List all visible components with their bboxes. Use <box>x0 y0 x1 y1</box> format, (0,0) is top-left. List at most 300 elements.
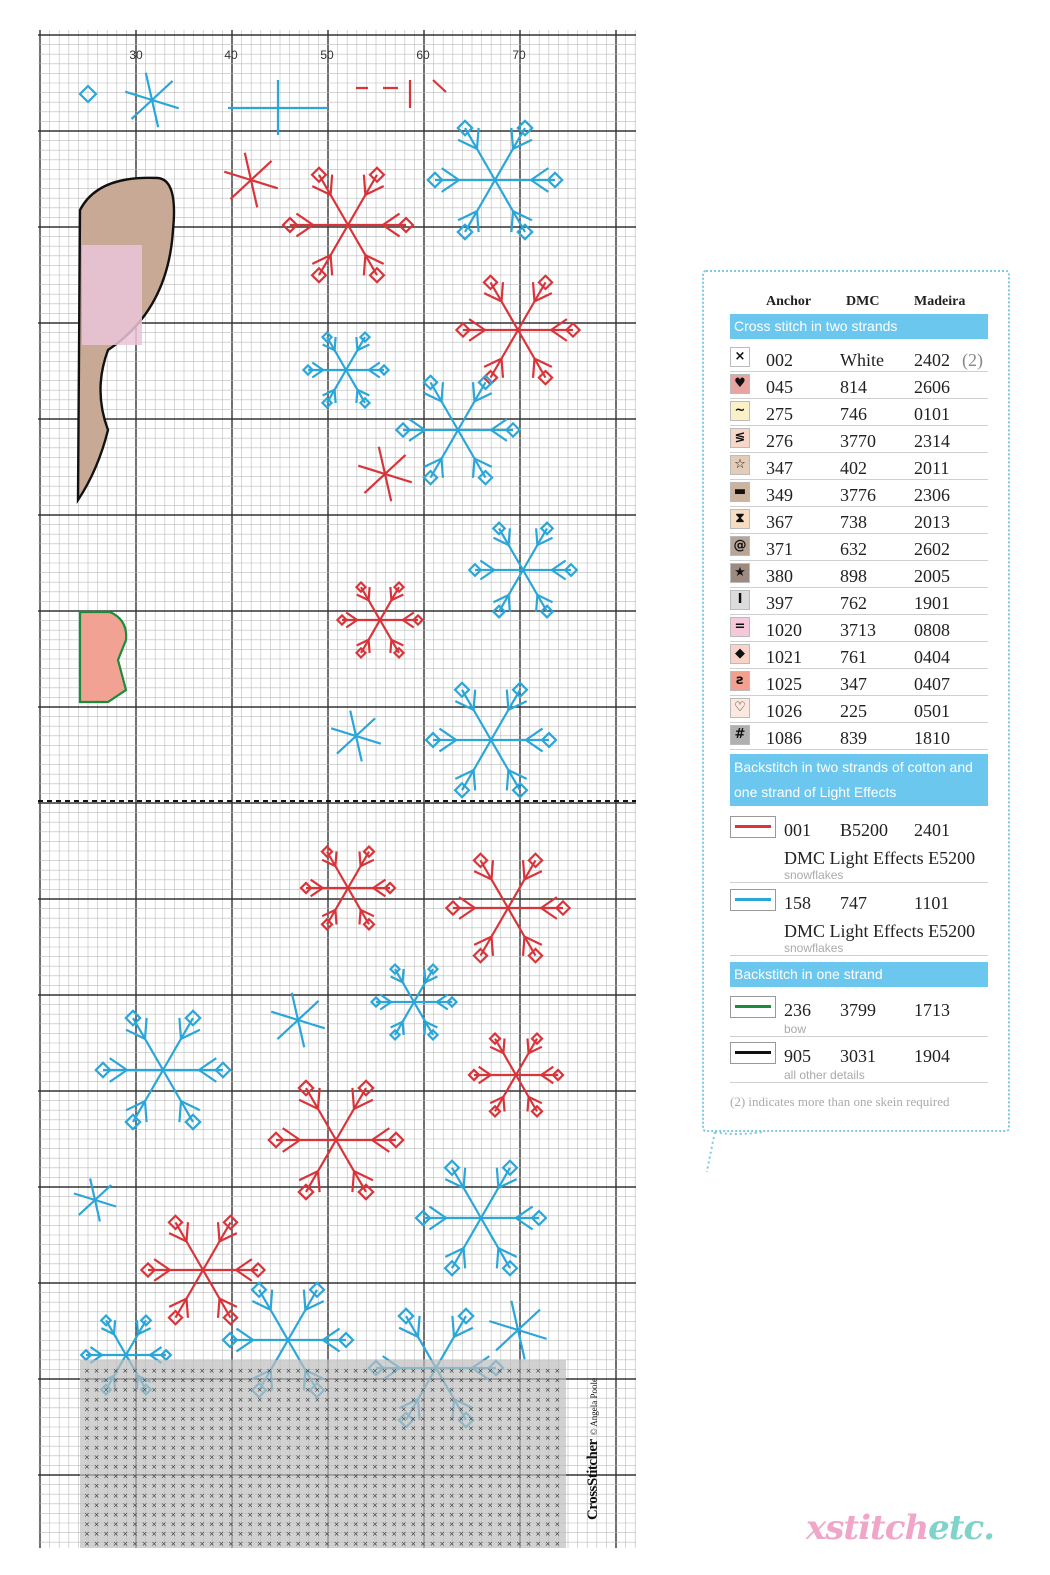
svg-text:×: × <box>410 1453 417 1462</box>
svg-text:×: × <box>122 1434 129 1443</box>
stitch-symbol: ~ <box>730 401 750 421</box>
svg-text:×: × <box>189 1482 196 1491</box>
svg-text:×: × <box>199 1453 206 1462</box>
svg-text:×: × <box>237 1491 244 1500</box>
svg-text:×: × <box>458 1530 465 1539</box>
svg-text:×: × <box>122 1415 129 1423</box>
svg-text:×: × <box>180 1491 186 1500</box>
stitch-symbol: ƨ <box>730 671 750 691</box>
madeira-code: 0404 <box>914 647 950 667</box>
svg-text:×: × <box>381 1415 388 1423</box>
svg-text:×: × <box>333 1415 340 1423</box>
svg-text:×: × <box>151 1511 158 1519</box>
svg-text:×: × <box>285 1530 292 1539</box>
svg-text:×: × <box>496 1539 503 1548</box>
svg-text:×: × <box>487 1472 494 1481</box>
svg-text:×: × <box>525 1395 532 1404</box>
svg-text:×: × <box>343 1405 350 1414</box>
svg-text:×: × <box>228 1463 234 1471</box>
svg-text:×: × <box>84 1415 90 1423</box>
svg-text:×: × <box>468 1463 474 1471</box>
svg-text:×: × <box>160 1424 167 1433</box>
svg-text:×: × <box>410 1520 417 1529</box>
svg-text:×: × <box>237 1501 244 1510</box>
svg-text:×: × <box>525 1367 532 1375</box>
svg-text:×: × <box>93 1395 100 1404</box>
svg-text:×: × <box>324 1386 330 1395</box>
svg-text:×: × <box>218 1415 225 1423</box>
svg-text:×: × <box>247 1453 254 1462</box>
header-madeira: Madeira <box>914 294 966 309</box>
svg-text:×: × <box>180 1424 186 1433</box>
key-speech-tail <box>705 1130 765 1174</box>
svg-text:×: × <box>535 1424 542 1433</box>
svg-text:×: × <box>525 1443 532 1452</box>
svg-text:×: × <box>276 1376 282 1385</box>
svg-text:×: × <box>372 1511 378 1519</box>
svg-text:×: × <box>237 1424 244 1433</box>
svg-text:×: × <box>304 1443 311 1452</box>
svg-text:×: × <box>189 1539 196 1548</box>
black-swatch <box>730 1042 776 1064</box>
svg-text:×: × <box>295 1395 302 1404</box>
svg-text:×: × <box>276 1539 282 1548</box>
svg-text:×: × <box>343 1539 350 1548</box>
svg-text:×: × <box>477 1501 484 1510</box>
svg-text:×: × <box>189 1415 196 1423</box>
svg-text:×: × <box>352 1376 359 1385</box>
svg-text:×: × <box>496 1463 503 1471</box>
svg-text:×: × <box>400 1395 407 1404</box>
stitch-symbol: ☆ <box>730 455 750 475</box>
thread-note: DMC Light Effects E5200 <box>784 921 976 941</box>
svg-text:×: × <box>141 1415 148 1423</box>
svg-text:×: × <box>324 1367 330 1375</box>
svg-text:×: × <box>429 1539 436 1548</box>
svg-text:×: × <box>525 1434 532 1443</box>
svg-text:×: × <box>429 1453 436 1462</box>
svg-text:×: × <box>448 1424 455 1433</box>
svg-text:×: × <box>544 1443 551 1452</box>
dmc-code: 3776 <box>840 485 876 505</box>
madeira-code: 2602 <box>914 539 950 559</box>
svg-text:×: × <box>496 1395 503 1404</box>
svg-text:×: × <box>487 1443 494 1452</box>
snowflake-motif <box>283 168 413 282</box>
svg-text:×: × <box>516 1443 522 1452</box>
svg-text:×: × <box>477 1405 484 1414</box>
svg-text:×: × <box>151 1520 158 1529</box>
svg-text:×: × <box>362 1424 369 1433</box>
svg-text:×: × <box>256 1520 263 1529</box>
svg-text:×: × <box>170 1386 177 1395</box>
svg-text:×: × <box>228 1453 234 1462</box>
svg-text:×: × <box>112 1472 119 1481</box>
snowflake-motif <box>428 121 562 239</box>
svg-text:×: × <box>506 1415 513 1423</box>
svg-text:×: × <box>343 1424 350 1433</box>
svg-text:×: × <box>247 1424 254 1433</box>
svg-text:×: × <box>304 1539 311 1548</box>
svg-text:×: × <box>410 1376 417 1385</box>
svg-text:×: × <box>266 1443 273 1452</box>
svg-text:×: × <box>180 1395 186 1404</box>
svg-text:×: × <box>295 1367 302 1375</box>
svg-text:×: × <box>324 1376 330 1385</box>
svg-text:×: × <box>122 1443 129 1452</box>
svg-text:×: × <box>160 1491 167 1500</box>
svg-text:×: × <box>381 1520 388 1529</box>
svg-text:×: × <box>247 1472 254 1481</box>
svg-text:×: × <box>554 1501 561 1510</box>
svg-text:×: × <box>324 1415 330 1423</box>
svg-text:×: × <box>343 1386 350 1395</box>
svg-text:×: × <box>151 1539 158 1548</box>
svg-text:×: × <box>180 1405 186 1414</box>
svg-text:×: × <box>247 1367 254 1375</box>
svg-text:×: × <box>391 1443 398 1452</box>
svg-text:×: × <box>247 1434 254 1443</box>
svg-text:×: × <box>141 1511 148 1519</box>
svg-text:×: × <box>362 1520 369 1529</box>
svg-text:×: × <box>468 1511 474 1519</box>
svg-text:×: × <box>228 1424 234 1433</box>
svg-text:×: × <box>458 1491 465 1500</box>
svg-text:×: × <box>544 1463 551 1471</box>
svg-text:×: × <box>276 1463 282 1471</box>
svg-text:×: × <box>544 1415 551 1423</box>
svg-text:×: × <box>160 1530 167 1539</box>
snowflake-motif <box>416 1161 546 1275</box>
madeira-code: 2314 <box>914 431 950 451</box>
svg-text:×: × <box>487 1395 494 1404</box>
svg-text:×: × <box>516 1405 522 1414</box>
svg-text:×: × <box>477 1482 484 1491</box>
svg-text:×: × <box>314 1482 321 1491</box>
madeira-code: 0407 <box>914 674 950 694</box>
svg-text:×: × <box>180 1367 186 1375</box>
svg-text:×: × <box>189 1463 196 1471</box>
svg-text:×: × <box>535 1520 542 1529</box>
svg-text:×: × <box>93 1405 100 1414</box>
svg-text:×: × <box>477 1472 484 1481</box>
svg-text:×: × <box>180 1472 186 1481</box>
svg-text:×: × <box>372 1472 378 1481</box>
svg-text:×: × <box>487 1520 494 1529</box>
svg-text:×: × <box>516 1424 522 1433</box>
backstitch-row <box>730 812 988 883</box>
svg-text:×: × <box>381 1511 388 1519</box>
svg-text:×: × <box>199 1443 206 1452</box>
key-row <box>730 506 988 534</box>
svg-text:×: × <box>516 1376 522 1385</box>
svg-text:×: × <box>458 1501 465 1510</box>
key-row <box>730 398 988 426</box>
svg-text:×: × <box>333 1386 340 1395</box>
svg-text:×: × <box>410 1405 417 1414</box>
madeira-code: 1904 <box>914 1046 950 1066</box>
svg-text:×: × <box>333 1424 340 1433</box>
svg-text:×: × <box>458 1520 465 1529</box>
svg-text:×: × <box>84 1386 90 1395</box>
svg-text:×: × <box>103 1453 110 1462</box>
svg-text:×: × <box>151 1482 158 1491</box>
svg-text:×: × <box>458 1463 465 1471</box>
svg-text:×: × <box>151 1405 158 1414</box>
svg-text:×: × <box>208 1472 215 1481</box>
svg-text:×: × <box>362 1482 369 1491</box>
svg-text:×: × <box>247 1443 254 1452</box>
svg-text:×: × <box>208 1453 215 1462</box>
svg-text:×: × <box>381 1386 388 1395</box>
svg-text:×: × <box>170 1434 177 1443</box>
svg-text:×: × <box>372 1415 378 1423</box>
svg-text:×: × <box>439 1520 446 1529</box>
svg-text:×: × <box>84 1491 90 1500</box>
chart-grid <box>38 30 636 1548</box>
thread-key <box>702 270 1010 1132</box>
svg-text:×: × <box>410 1530 417 1539</box>
svg-text:×: × <box>228 1530 234 1539</box>
svg-text:×: × <box>103 1491 110 1500</box>
svg-text:×: × <box>333 1530 340 1539</box>
cross-stitch-heading: Cross stitch in two strands <box>730 314 988 339</box>
svg-text:×: × <box>448 1415 455 1423</box>
svg-text:×: × <box>314 1415 321 1423</box>
svg-text:×: × <box>372 1424 378 1433</box>
svg-text:×: × <box>420 1405 426 1414</box>
svg-text:×: × <box>333 1453 340 1462</box>
svg-text:×: × <box>429 1501 436 1510</box>
svg-text:×: × <box>410 1367 417 1375</box>
svg-text:×: × <box>362 1472 369 1481</box>
svg-text:×: × <box>516 1511 522 1519</box>
figure-outline <box>78 178 174 500</box>
svg-text:×: × <box>400 1443 407 1452</box>
svg-text:×: × <box>189 1395 196 1404</box>
svg-text:×: × <box>439 1472 446 1481</box>
svg-text:×: × <box>170 1453 177 1462</box>
svg-text:×: × <box>112 1415 119 1423</box>
svg-text:×: × <box>314 1443 321 1452</box>
snow-bank <box>80 1360 566 1548</box>
svg-text:×: × <box>112 1539 119 1548</box>
snowflake-motif <box>269 1081 403 1199</box>
svg-text:×: × <box>256 1424 263 1433</box>
svg-text:×: × <box>295 1539 302 1548</box>
svg-text:×: × <box>208 1376 215 1385</box>
svg-text:×: × <box>362 1415 369 1423</box>
madeira-code: 1810 <box>914 728 950 748</box>
svg-text:×: × <box>535 1405 542 1414</box>
svg-text:×: × <box>112 1482 119 1491</box>
svg-text:×: × <box>151 1530 158 1539</box>
svg-text:×: × <box>304 1434 311 1443</box>
svg-text:×: × <box>487 1453 494 1462</box>
svg-text:×: × <box>93 1463 100 1471</box>
svg-text:×: × <box>112 1491 119 1500</box>
madeira-code: 1901 <box>914 593 950 613</box>
svg-text:×: × <box>372 1386 378 1395</box>
svg-text:×: × <box>84 1367 90 1375</box>
svg-text:×: × <box>180 1520 186 1529</box>
svg-text:×: × <box>468 1539 474 1548</box>
svg-text:×: × <box>170 1376 177 1385</box>
anchor-code: 1020 <box>766 620 802 640</box>
svg-text:×: × <box>151 1395 158 1404</box>
svg-text:×: × <box>218 1539 225 1548</box>
svg-text:×: × <box>103 1386 110 1395</box>
svg-text:×: × <box>314 1472 321 1481</box>
svg-text:×: × <box>554 1530 561 1539</box>
svg-text:×: × <box>266 1395 273 1404</box>
svg-text:×: × <box>122 1472 129 1481</box>
svg-text:×: × <box>468 1472 474 1481</box>
madeira-code: 0808 <box>914 620 950 640</box>
svg-text:×: × <box>199 1376 206 1385</box>
site-logo <box>806 1508 994 1548</box>
svg-text:×: × <box>554 1424 561 1433</box>
svg-text:×: × <box>218 1443 225 1452</box>
svg-text:×: × <box>141 1520 148 1529</box>
svg-text:×: × <box>208 1520 215 1529</box>
svg-text:×: × <box>391 1453 398 1462</box>
svg-text:×: × <box>285 1539 292 1548</box>
svg-text:×: × <box>170 1520 177 1529</box>
svg-text:×: × <box>132 1520 138 1529</box>
stitch-symbol: ≶ <box>730 428 750 448</box>
key-row <box>730 479 988 507</box>
svg-text:×: × <box>448 1367 455 1375</box>
svg-text:×: × <box>84 1405 90 1414</box>
key-row <box>730 641 988 669</box>
svg-text:×: × <box>362 1530 369 1539</box>
svg-text:×: × <box>554 1539 561 1548</box>
svg-text:×: × <box>448 1491 455 1500</box>
svg-text:×: × <box>525 1491 532 1500</box>
svg-text:×: × <box>266 1463 273 1471</box>
svg-text:×: × <box>487 1376 494 1385</box>
svg-text:×: × <box>372 1453 378 1462</box>
svg-text:×: × <box>391 1530 398 1539</box>
anchor-code: 1021 <box>766 647 802 667</box>
svg-text:×: × <box>256 1539 263 1548</box>
svg-text:×: × <box>295 1386 302 1395</box>
svg-text:×: × <box>506 1405 513 1414</box>
svg-text:×: × <box>516 1463 522 1471</box>
usage-note: snowflakes <box>784 941 844 955</box>
svg-text:×: × <box>391 1520 398 1529</box>
svg-text:×: × <box>410 1511 417 1519</box>
svg-text:×: × <box>141 1367 148 1375</box>
svg-text:×: × <box>429 1530 436 1539</box>
svg-text:×: × <box>170 1395 177 1404</box>
svg-text:×: × <box>352 1386 359 1395</box>
svg-text:×: × <box>247 1415 254 1423</box>
svg-text:×: × <box>160 1434 167 1443</box>
logo-part-1: xstitch <box>806 1508 929 1548</box>
dmc-code: 225 <box>840 701 867 721</box>
svg-text:×: × <box>276 1415 282 1423</box>
svg-text:×: × <box>237 1415 244 1423</box>
svg-text:×: × <box>554 1463 561 1471</box>
svg-text:×: × <box>112 1395 119 1404</box>
svg-text:×: × <box>420 1511 426 1519</box>
svg-text:×: × <box>448 1386 455 1395</box>
svg-text:×: × <box>496 1491 503 1500</box>
svg-text:×: × <box>362 1367 369 1375</box>
svg-text:×: × <box>333 1520 340 1529</box>
svg-text:×: × <box>304 1415 311 1423</box>
svg-text:×: × <box>180 1386 186 1395</box>
svg-text:×: × <box>535 1530 542 1539</box>
svg-text:×: × <box>199 1424 206 1433</box>
svg-text:×: × <box>295 1511 302 1519</box>
svg-text:×: × <box>352 1530 359 1539</box>
svg-text:×: × <box>112 1530 119 1539</box>
svg-text:×: × <box>429 1463 436 1471</box>
svg-text:×: × <box>400 1453 407 1462</box>
svg-text:×: × <box>314 1463 321 1471</box>
svg-text:×: × <box>420 1386 426 1395</box>
svg-text:×: × <box>228 1376 234 1385</box>
svg-text:×: × <box>410 1501 417 1510</box>
svg-text:×: × <box>381 1491 388 1500</box>
stitch-symbol: ◆ <box>730 644 750 664</box>
svg-text:×: × <box>429 1434 436 1443</box>
svg-text:×: × <box>352 1453 359 1462</box>
svg-text:×: × <box>285 1434 292 1443</box>
svg-text:×: × <box>525 1424 532 1433</box>
anchor-code: 367 <box>766 512 793 532</box>
svg-text:×: × <box>103 1443 110 1452</box>
svg-text:×: × <box>103 1395 110 1404</box>
svg-text:×: × <box>506 1501 513 1510</box>
svg-text:×: × <box>324 1472 330 1481</box>
svg-text:×: × <box>343 1501 350 1510</box>
svg-text:×: × <box>429 1367 436 1375</box>
svg-text:×: × <box>141 1539 148 1548</box>
svg-text:×: × <box>429 1511 436 1519</box>
svg-text:×: × <box>304 1501 311 1510</box>
svg-text:×: × <box>343 1395 350 1404</box>
svg-text:×: × <box>420 1376 426 1385</box>
svg-text:×: × <box>266 1453 273 1462</box>
svg-text:×: × <box>544 1539 551 1548</box>
svg-text:×: × <box>295 1491 302 1500</box>
svg-text:×: × <box>391 1511 398 1519</box>
svg-text:×: × <box>381 1501 388 1510</box>
svg-text:×: × <box>141 1491 148 1500</box>
svg-text:×: × <box>535 1443 542 1452</box>
logo-part-2: etc. <box>928 1508 995 1548</box>
svg-text:×: × <box>295 1482 302 1491</box>
svg-text:×: × <box>256 1482 263 1491</box>
svg-text:×: × <box>535 1453 542 1462</box>
svg-text:×: × <box>343 1415 350 1423</box>
svg-text:×: × <box>400 1491 407 1500</box>
svg-text:×: × <box>381 1472 388 1481</box>
svg-text:×: × <box>516 1386 522 1395</box>
svg-text:×: × <box>304 1367 311 1375</box>
svg-text:×: × <box>84 1443 90 1452</box>
svg-text:×: × <box>391 1434 398 1443</box>
svg-text:×: × <box>429 1376 436 1385</box>
svg-text:×: × <box>237 1472 244 1481</box>
svg-text:×: × <box>170 1424 177 1433</box>
svg-text:×: × <box>208 1415 215 1423</box>
svg-text:×: × <box>314 1539 321 1548</box>
